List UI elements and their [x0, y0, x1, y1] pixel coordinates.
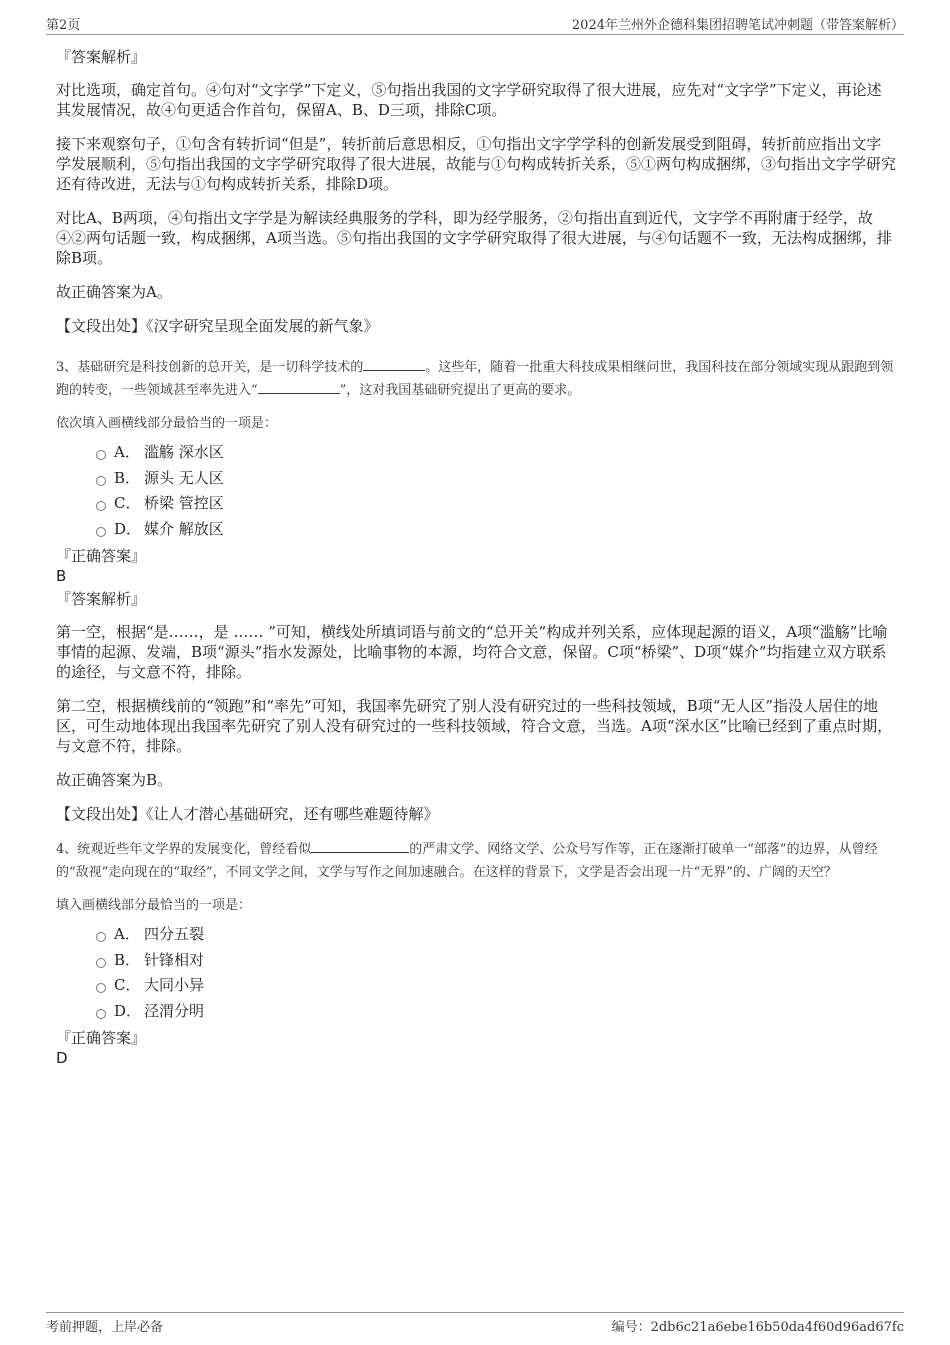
radio-icon[interactable] — [96, 958, 106, 968]
page-content — [56, 46, 896, 1068]
analysis-paragraph: 第一空，根据“是……，是 …… ”可知，横线处所填词语与前文的“总开关”构成并列关系，应体现起源的语义，A项“滥觞”比喻事情的起源、发端，B项“源头”指水发源处，比喻事物的本源，均符合文意，保留。C项“桥梁”、D项“媒介”均指建立双方联系的途径，与文意不符，排除。 — [56, 623, 888, 681]
options-list — [56, 441, 896, 543]
question-prompt: 填入画横线部分最恰当的一项是： — [56, 898, 252, 913]
source-citation: 【文段出处】《汉字研究呈现全面发展的新气象》 — [56, 317, 379, 335]
radio-icon[interactable] — [96, 476, 106, 486]
radio-icon[interactable] — [96, 983, 106, 993]
option-b[interactable]: B． 源头 无人区 — [56, 467, 896, 493]
radio-icon[interactable] — [96, 527, 106, 537]
correct-answer: B — [56, 567, 67, 585]
document-title: 2024年兰州外企德科集团招聘笔试冲刺题（带答案解析） — [571, 18, 904, 33]
analysis-paragraph: 对比A、B两项，④句指出文字学是为解读经典服务的学科，即为经学服务，②句指出直到近代，文字学不再附庸于经学，故④②两句话题一致，构成捆绑，A项当选。⑤句指出我国的文字学研究取得了很大进展，与④句话题不一致，无法构成捆绑，排除B项。 — [56, 209, 892, 267]
option-a[interactable]: A． 滥觞 深水区 — [56, 441, 896, 467]
fill-blank — [258, 379, 340, 394]
radio-icon[interactable] — [96, 1009, 106, 1019]
correct-answer-label: 『正确答案』 — [56, 1029, 147, 1047]
question-3-stem: 3、基础研究是科技创新的总开关，是一切科学技术的 。这些年，随着一批重大科技成果相继问世，我国科技在部分领域实现从跟跑到领跑的转变，一些领域甚至率先进入“ ”，这对我国基础研究提出了更高的要求。 — [56, 356, 896, 402]
analysis-paragraph: 接下来观察句子，①句含有转折词“但是”，转折前后意思相反，①句指出文字学学科的创新发展受到阻碍，转折前应指出文字学发展顺利，⑤句指出我国的文字学研究取得了很大进展，故能与①句构成转折关系，⑤①两句构成捆绑，③句指出文字学研究还有待改进，无法与①句构成转折关系，排除D项。 — [56, 135, 897, 193]
page-number: 第2页 — [46, 18, 81, 33]
analysis-label: 『答案解析』 — [56, 48, 147, 66]
analysis-paragraph: 第二空，根据横线前的“领跑”和“率先”可知，我国率先研究了别人没有研究过的一些科技领域，B项“无人区”指没人居住的地区，可生动地体现出我国率先研究了别人没有研究过的一些科技领域，符合文意，当选。A项“深水区”比喻已经到了重点时期，与文意不符，排除。 — [56, 697, 893, 755]
correct-answer: D — [56, 1049, 68, 1067]
options-list — [56, 923, 896, 1025]
fill-blank — [311, 838, 409, 853]
analysis-paragraph: 对比选项，确定首句。④句对“文字学”下定义，⑤句指出我国的文字学研究取得了很大进展，应先对“文字学”下定义，再论述其发展情况，故④句更适合作首句，保留A、B、D三项，排除C项。 — [56, 81, 882, 119]
radio-icon[interactable] — [96, 932, 106, 942]
option-a[interactable]: A． 四分五裂 — [56, 923, 896, 949]
question-prompt: 依次填入画横线部分最恰当的一项是： — [56, 416, 278, 431]
option-c[interactable]: C． 大同小异 — [56, 974, 896, 1000]
fill-blank — [363, 356, 425, 371]
footer-slogan: 考前押题，上岸必备 — [46, 1320, 164, 1335]
radio-icon[interactable] — [96, 450, 106, 460]
radio-icon[interactable] — [96, 501, 106, 511]
option-c[interactable]: C． 桥梁 管控区 — [56, 492, 896, 518]
document-id: 编号：2db6c21a6ebe16b50da4f60d96ad67fc — [611, 1320, 904, 1335]
question-4-stem: 4、统观近些年文学界的发展变化，曾经看似 的严肃文学、网络文学、公众号写作等，正在逐渐打破单一“部落”的边界，从曾经的“敌视”走向现在的“取经”，不同文学之间，文学与写作之间加速融合。在这样的背景下，文学是否会出现一片“无界”的、广阔的天空？ — [56, 838, 896, 884]
page-header — [46, 12, 904, 35]
source-citation: 【文段出处】《让人才潜心基础研究，还有哪些难题待解》 — [56, 805, 439, 823]
option-b[interactable]: B． 针锋相对 — [56, 949, 896, 975]
analysis-label: 『答案解析』 — [56, 590, 147, 608]
conclusion-text: 故正确答案为B。 — [56, 771, 173, 789]
correct-answer-label: 『正确答案』 — [56, 547, 147, 565]
page-footer — [46, 1312, 904, 1335]
option-d[interactable]: D． 泾渭分明 — [56, 1000, 896, 1026]
option-d[interactable]: D． 媒介 解放区 — [56, 518, 896, 544]
conclusion-text: 故正确答案为A。 — [56, 283, 172, 301]
